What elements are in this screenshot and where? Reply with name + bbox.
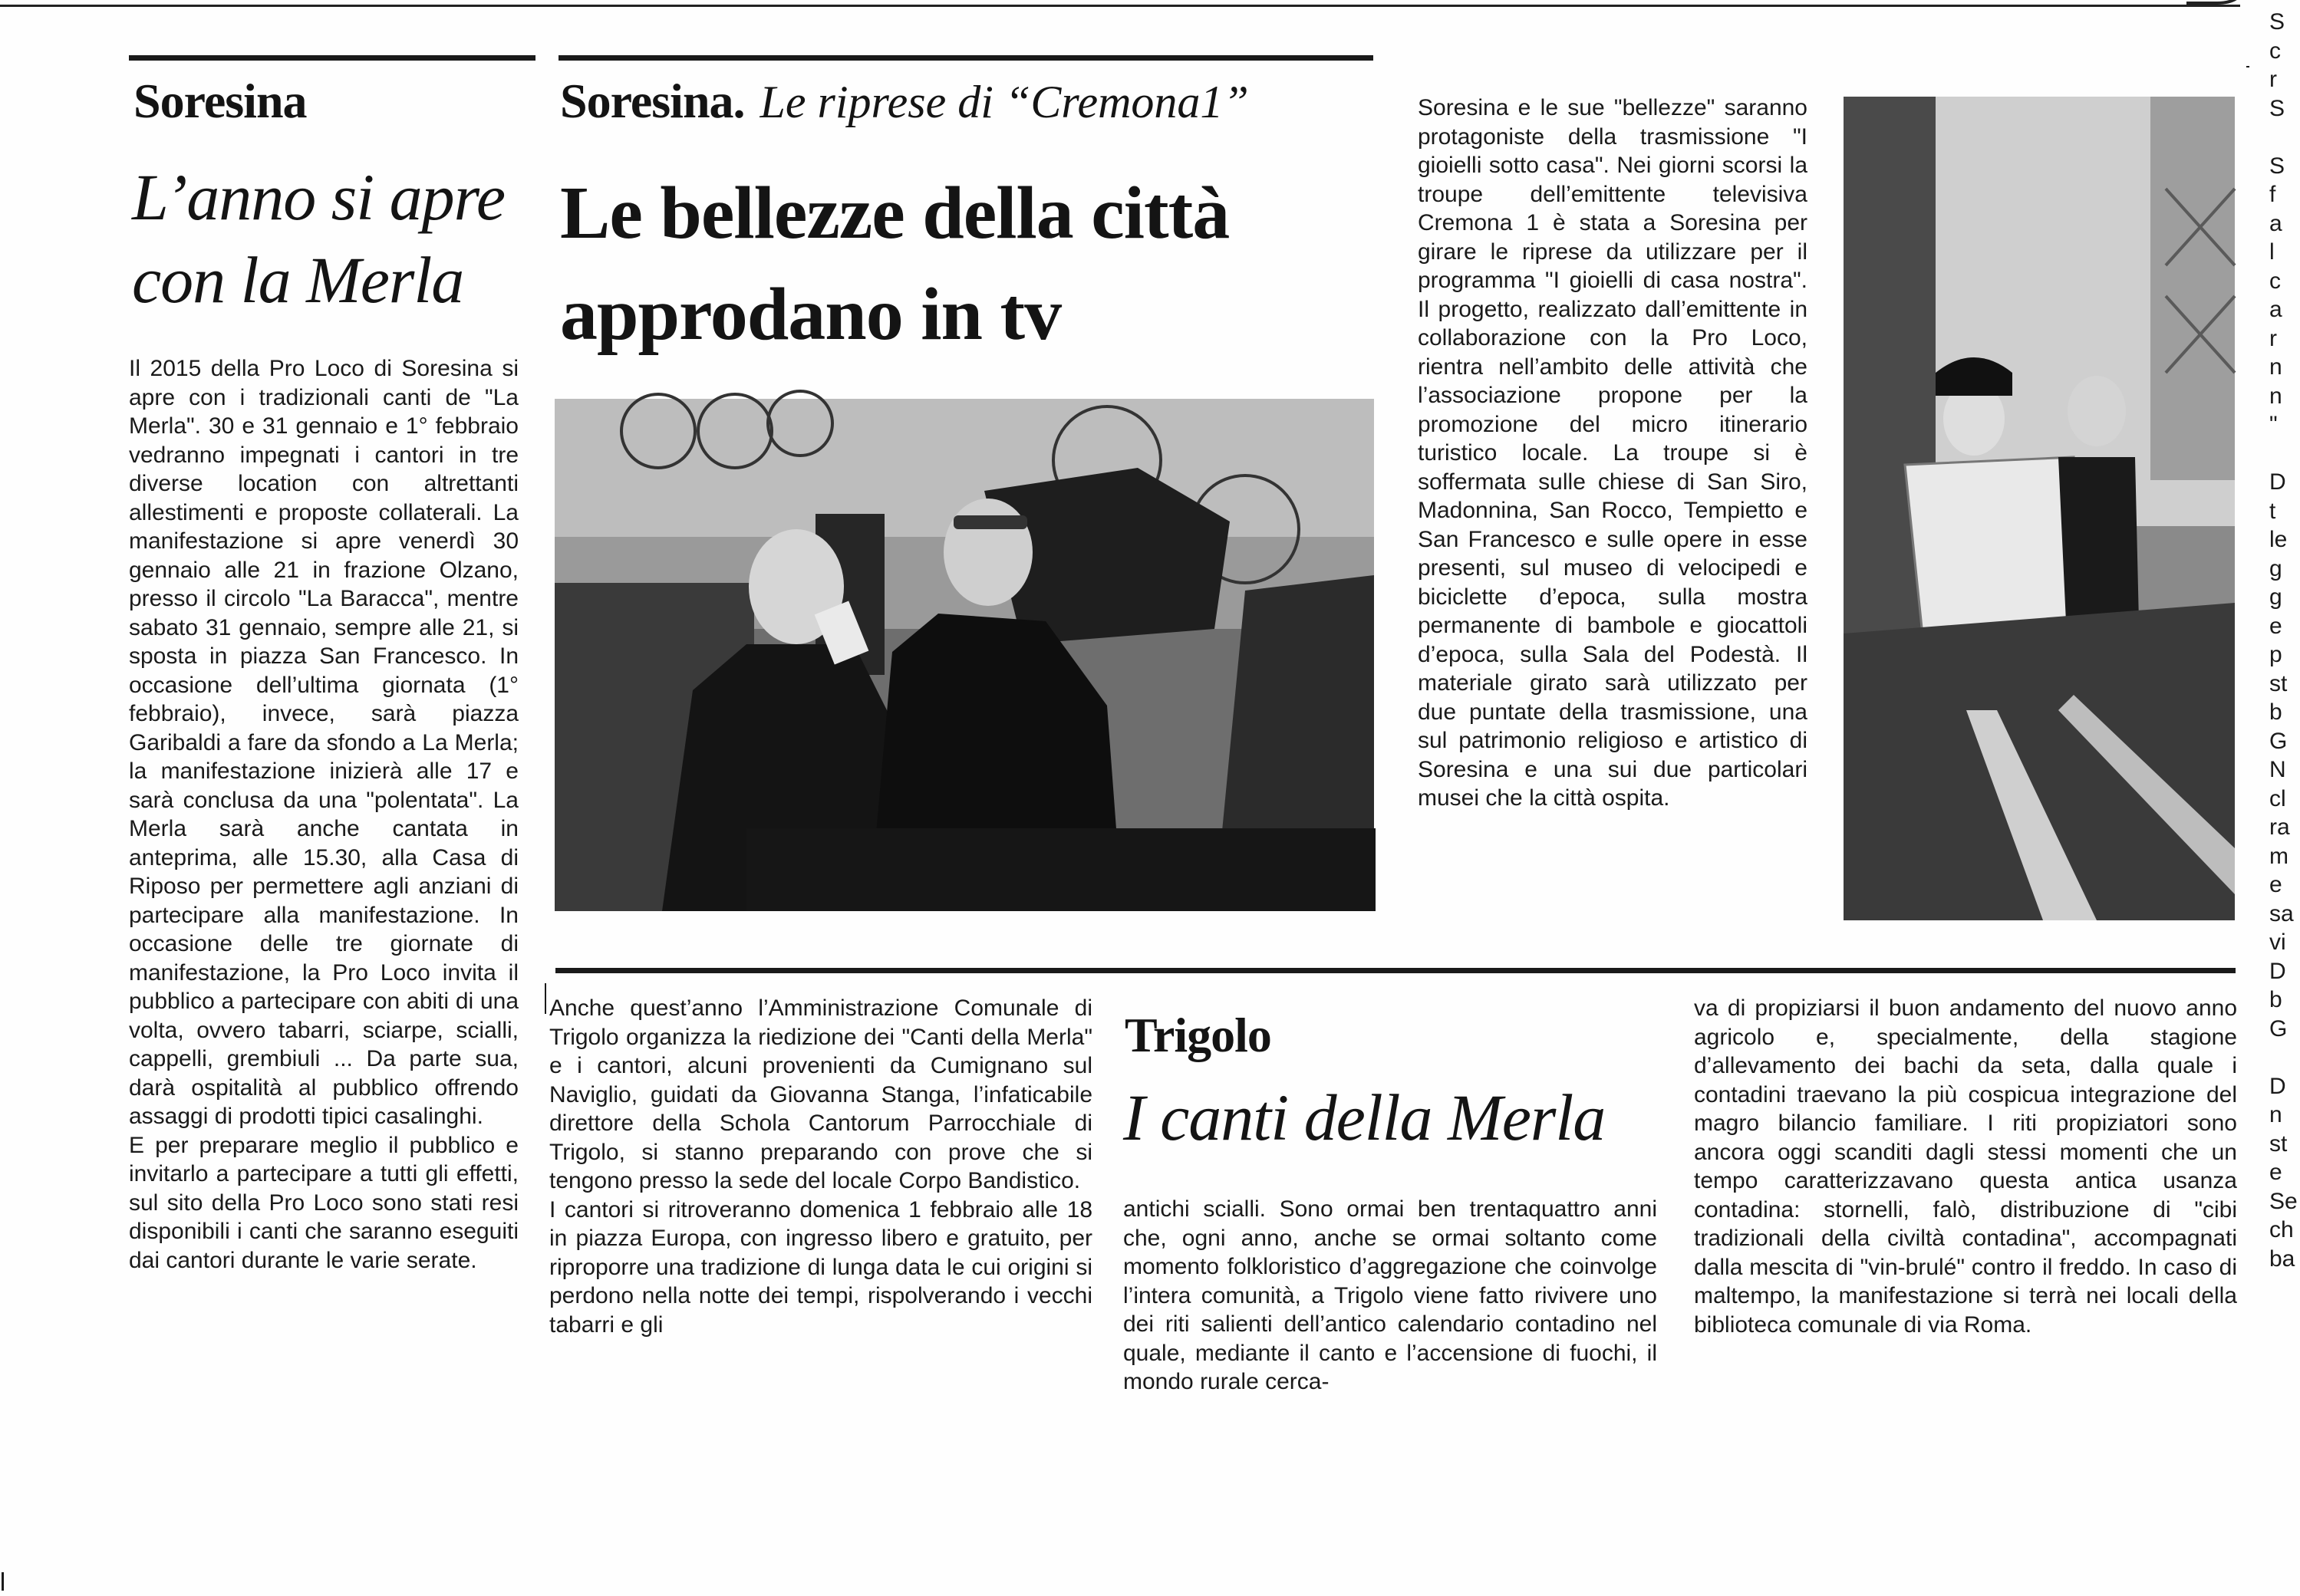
cropped-right-line: S <box>2269 9 2285 35</box>
cropped-right-line: e <box>2269 1160 2282 1185</box>
cropped-right-line: l <box>2269 239 2275 265</box>
cropped-right-line: c <box>2269 268 2281 294</box>
main-kicker-subtitle: Le riprese di “Cremona1” <box>760 77 1249 127</box>
left-title-line-1: L’anno si apre <box>132 160 506 234</box>
cropped-right-line: a <box>2269 210 2282 236</box>
cropped-right-line: t <box>2269 498 2276 524</box>
main-top-rule <box>559 55 1373 61</box>
left-article-body: Il 2015 della Pro Loco di Soresina si apre con i tradizionali canti de "La Merla". 30 e 31 gennaio e 1° febbraio vedranno impegnati i cantori in tre diverse location con altrettanti allestimenti e proposte collaterali. La manifestazione si apre venerdì 30 gennaio alle 21 in frazione Olzano, presso il circolo "La Baracca", mentre sabato 31 gennaio, sempre alle 21, si sposta in piazza San Francesco. In occasione dell’ultima giornata (1° febbraio), invece, sarà piazza Garibaldi a fare da sfondo a La Merla; la manifestazione inizierà alle 17 e sarà conclusa da una "polentata". La Merla sarà anche cantata in anteprima, alle 15.30, alla Casa di Riposo per permettere agli anziani di partecipare alla manifestazione. In occasione delle tre giornate di manifestazione, la Pro Loco invita il pubblico a partecipare con abiti di una volta, ovvero tabarri, sciarpe, scialli, cappelli, grembiuli ... Da parte sua, darà ospitalità al pubblico offrendo assaggi di prodotti tipici casalinghi. E per preparare meglio il pubblico e invitarlo a partecipare a tutti gli effetti, sul sito della Pro Loco sono stati resi disponibili i canti che saranno eseguiti dai cantori durante le varie serate. <box>129 356 519 1273</box>
cropped-right-line: D <box>2269 1073 2286 1099</box>
trigolo-top-rule <box>555 968 2236 973</box>
cropped-right-line: " <box>2269 412 2278 437</box>
cropped-right-line: f <box>2269 182 2276 207</box>
cropped-right-line <box>2269 1043 2298 1072</box>
left-title-line-2: con la Merla <box>132 243 464 317</box>
trigolo-kicker: Trigolo <box>1125 1008 1271 1062</box>
cropped-right-line <box>2269 123 2298 152</box>
cropped-right-line: Se <box>2269 1188 2298 1214</box>
cropped-right-line: D <box>2269 958 2286 984</box>
cropped-right-line: b <box>2269 699 2282 725</box>
trigolo-col-2: antichi scialli. Sono ormai ben trentaquattro anni che, ogni anno, anche se ormai soltanto come momento folkloristico d’aggregazione che coinvolge l’intera comunità, a Trigolo viene fatto rivivere uno dei riti salienti dell’antico calendario contadino nel quale, mediante il canto e l’accensione di fuochi, il mondo rurale cerca- <box>1123 1196 1657 1394</box>
trigolo-title: I canti della Merla <box>1123 1081 1606 1154</box>
top-corner-curve <box>2186 0 2248 31</box>
left-top-rule <box>129 55 535 61</box>
tv-interview-photo <box>555 399 1374 911</box>
cropped-right-line: p <box>2269 642 2282 667</box>
cropped-right-line: n <box>2269 354 2282 380</box>
cropped-right-line: n <box>2269 1102 2282 1127</box>
cropped-right-line: ch <box>2269 1217 2294 1242</box>
cropped-right-line: sa <box>2269 900 2294 926</box>
cropped-right-line: ra <box>2269 814 2290 840</box>
painting-presentation-illustration <box>1844 97 2235 920</box>
cropped-right-line: e <box>2269 613 2282 639</box>
cropped-right-line: r <box>2269 67 2277 92</box>
cropped-right-line: S <box>2269 95 2285 121</box>
cropped-right-line: G <box>2269 1015 2288 1042</box>
cropped-right-line: g <box>2269 584 2282 610</box>
cropped-right-line: st <box>2269 670 2288 696</box>
cropped-right-line: D <box>2269 469 2286 495</box>
trigolo-col-3: va di propiziarsi il buon andamento del nuovo anno agricolo e, specialmente, della stagione d’allevamento dei bachi da seta, dalla quale i contadini traevano la più cospicua integrazione del magro bilancio familiare. I riti propiziatori sono ancora oggi scanditi dagli stessi momenti che un tempo caratterizzavano questa antica usanza contadina: stornelli, falò, distribuzione di "cibi tradizionali della civiltà contadina", accompagnati dalla mescita di "vin-brulé" contro il freddo. In caso di maltempo, la manifestazione si terrà nei locali della biblioteca comunale di via Roma. <box>1694 995 2237 1338</box>
top-border-line <box>0 0 2240 7</box>
left-kicker: Soresina <box>133 74 307 128</box>
cropped-right-line: m <box>2269 843 2288 869</box>
cropped-right-line: b <box>2269 987 2282 1012</box>
painting-presentation-photo <box>1844 97 2235 920</box>
cropped-right-line: n <box>2269 383 2282 409</box>
trigolo-col-1: Anche quest’anno l’Amministrazione Comunale di Trigolo organizza la riedizione dei "Canti della Merla" e i cantori, alcuni provenienti da Cumignano sul Naviglio, guidati da Giovanna Stanga, l’infaticabile direttore della Schola Cantorum Parrocchiale di Trigolo, si stanno preparando con prove che si tengono presso la sede del locale Corpo Bandistico. I cantori si ritroveranno domenica 1 febbraio alle 18 in piazza Europa, con ingresso libero e gratuito, per riproporre una tradizione di lunga data le cui origini si perdono nella notte dei tempi, rispolverando i vecchi tabarri e gli <box>549 995 1092 1338</box>
cropped-right-line: le <box>2269 527 2288 552</box>
main-article-body: Soresina e le sue "bellezze" saranno protagoniste della trasmissione "I gioielli sotto casa". Nei giorni scorsi la troupe dell’emittente televisiva Cremona 1 è stata a Soresina per girare le riprese da utilizzare per il programma "I gioielli di casa nostra". Il progetto, realizzato dall’emittente in collaborazione con la Pro Loco, rientra nell’ambito delle attività che l’associazione propone per la promozione del micro itinerario turistico locale. La troupe si è soffermata sulle chiese di San Siro, Madonnina, San Rocco, Tempietto e San Francesco e sulle opere in esse presenti, sul museo di velocipedi e biciclette d’epoca, sulla mostra permanente di bambole e giocattoli d’epoca, sulla Sala del Podestà. Il materiale girato sarà utilizzato per due puntate della trasmissione, una sul patrimonio religioso e artistico di Soresina e una sui due particolari musei che la città ospita. <box>1418 95 1807 811</box>
scan-mark <box>2 1572 4 1591</box>
tv-interview-illustration <box>555 399 1374 911</box>
cropped-right-line: ba <box>2269 1246 2295 1272</box>
cropped-right-line: a <box>2269 297 2282 322</box>
main-kicker-place: Soresina. <box>560 74 745 128</box>
cropped-right-line: N <box>2269 757 2286 782</box>
left-column-divider <box>545 983 546 1014</box>
cropped-right-line: G <box>2269 728 2288 754</box>
cropped-right-line: r <box>2269 325 2277 351</box>
cropped-right-line: S <box>2269 153 2285 179</box>
cropped-right-line: c <box>2269 38 2281 64</box>
cropped-right-line: st <box>2269 1130 2288 1157</box>
cropped-right-line: vi <box>2269 930 2286 955</box>
cropped-right-line: g <box>2269 555 2282 581</box>
right-column-rule <box>2246 66 2249 67</box>
cropped-right-line: e <box>2269 872 2282 897</box>
main-title-line-1: Le bellezze della città <box>560 172 1230 255</box>
cropped-right-line: cl <box>2269 785 2286 811</box>
cropped-right-text <box>2269 8 2298 1273</box>
main-title-line-2: approdano in tv <box>560 273 1062 356</box>
cropped-right-line <box>2269 439 2298 469</box>
main-kicker <box>560 74 1249 129</box>
